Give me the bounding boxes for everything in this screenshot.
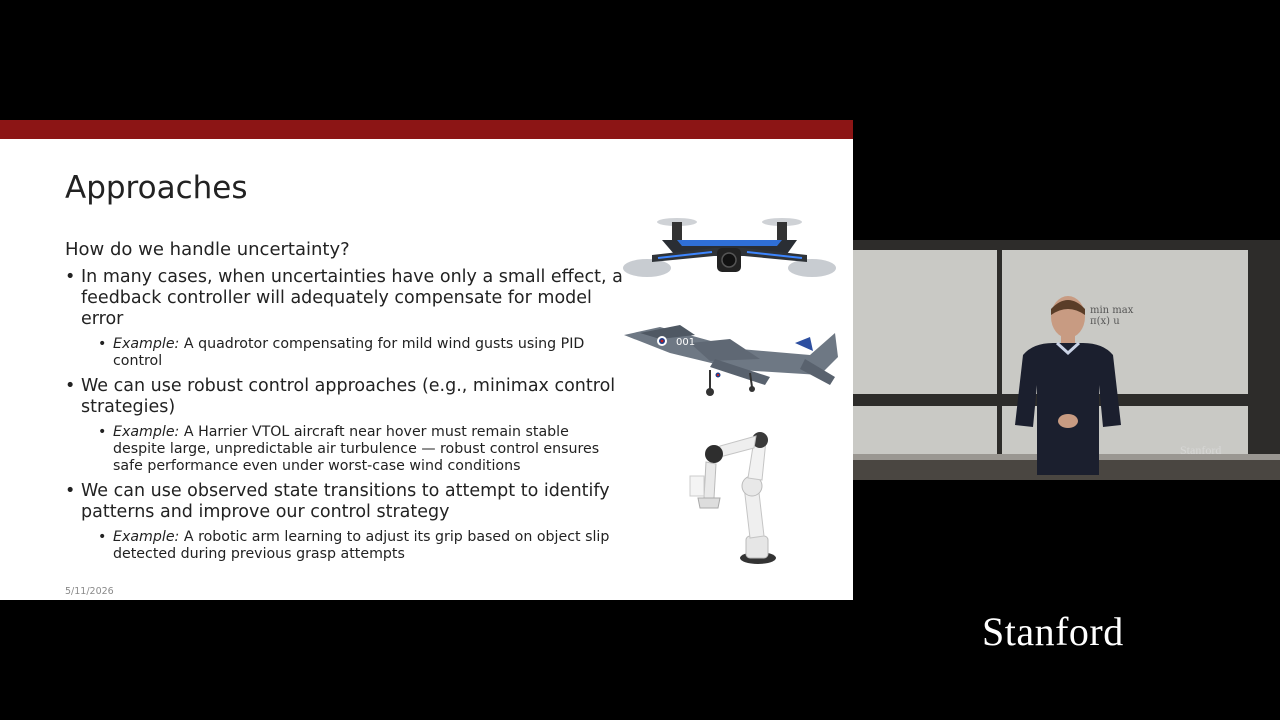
camera-watermark: Stanford xyxy=(1180,443,1222,457)
instructor-figure xyxy=(1003,295,1133,480)
slide-date: 5/11/2026 xyxy=(65,586,114,597)
drone-image xyxy=(622,210,836,290)
board-writing-line: min max xyxy=(1090,305,1134,316)
sub-bullet-2 xyxy=(65,424,625,475)
example-label: Example: xyxy=(113,336,180,352)
example-label: Example: xyxy=(113,529,180,545)
slide-question: How do we handle uncertainty? xyxy=(65,239,350,260)
bullet-3: • We can use observed state transitions to attempt to identify patterns and improve our control strategy xyxy=(65,481,625,523)
bullet-2: • We can use robust control approaches (e.g., minimax control strategies) xyxy=(65,376,625,418)
whiteboard-panel xyxy=(853,406,997,456)
bullet-1: • In many cases, when uncertainties have only a small effect, a feedback controller will adequately compensate for model error xyxy=(65,267,625,330)
example-text: A robotic arm learning to adjust its grip based on object slip detected during previous grasp attempts xyxy=(113,529,610,562)
example-label: Example: xyxy=(113,424,180,440)
svg-text:001: 001 xyxy=(676,337,696,348)
board-writing-line: π(x) u xyxy=(1090,316,1120,327)
stanford-logo: Stanford xyxy=(982,609,1124,654)
slide-title: Approaches xyxy=(65,170,248,206)
whiteboard-panel xyxy=(853,250,997,394)
lecture-slide xyxy=(0,120,853,600)
slide-header-bar xyxy=(0,120,853,139)
example-text: A Harrier VTOL aircraft near hover must remain stable despite large, unpredictable air turbulence — robust control ensures safe performance even under worst-case wind conditions xyxy=(113,424,600,474)
harrier-jet-image xyxy=(620,315,840,405)
robotic-arm-image xyxy=(680,426,780,571)
sub-bullet-3 xyxy=(65,529,625,563)
bullet-list xyxy=(65,267,625,569)
instructor-camera-feed xyxy=(853,240,1280,480)
sub-bullet-1 xyxy=(65,336,625,370)
example-text: A quadrotor compensating for mild wind gusts using PID control xyxy=(113,336,585,369)
